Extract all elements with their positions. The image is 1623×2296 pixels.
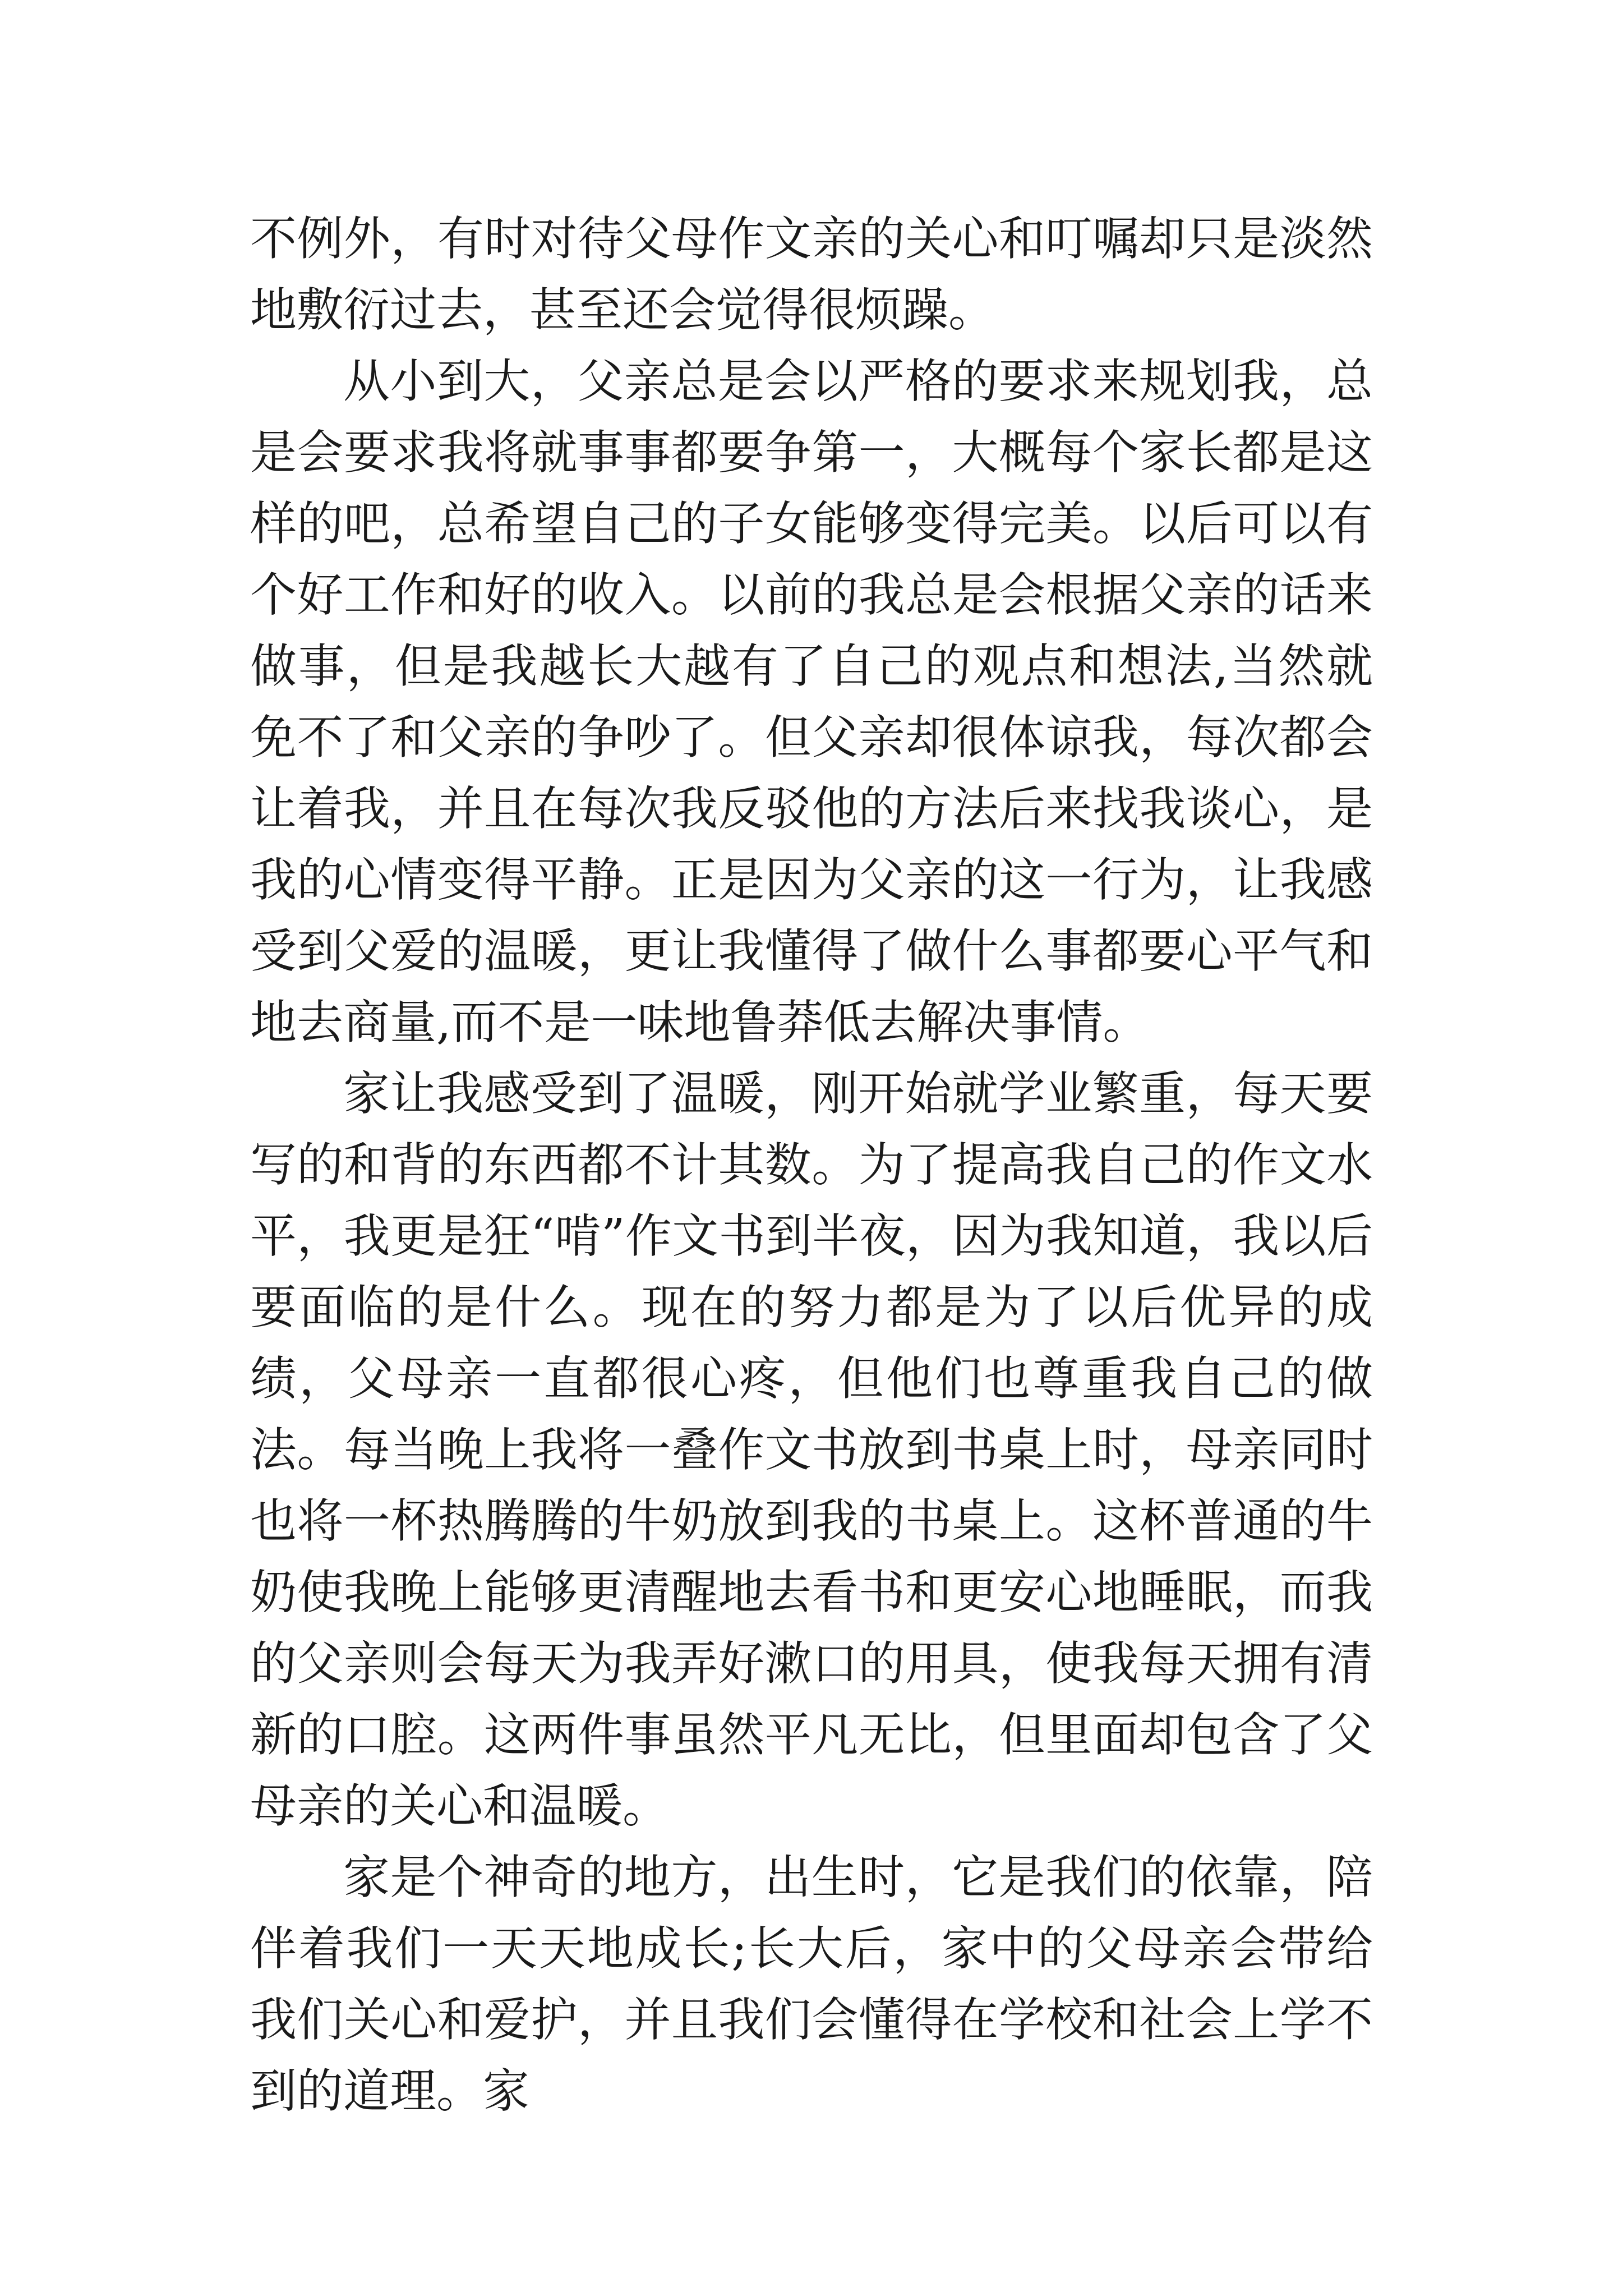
paragraph-home: 家是个神奇的地方，出生时，它是我们的依靠，陪伴着我们一天天地成长;长大后，家中的父母亲会带给我们关心和爱护，并且我们会懂得在学校和社会上学不到的道理。家 (250, 1850, 1373, 2118)
paragraph-father: 从小到大，父亲总是会以严格的要求来规划我，总是会要求我将就事事都要争第一，大概每个家长都是这样的吧，总希望自己的子女能够变得完美。以后可以有个好工作和好的收入。以前的我总是会根据父亲的话来做事，但是我越长大越有了自己的观点和想法,当然就免不了和父亲的争吵了。但父亲却很体谅我，每次都会让着我，并且在每次我反驳他的方法后来找我谈心，是我的心情变得平静。正是因为父亲的这一行为，让我感受到父爱的温暖，更让我懂得了做什么事都要心平气和地去商量,而不是一味地鲁莽低去解决事情。 (250, 354, 1373, 1050)
paragraph-continuation: 不例外，有时对待父母作文亲的关心和叮嘱却只是淡然地敷衍过去，甚至还会觉得很烦躁。 (250, 211, 1373, 337)
body-text (250, 203, 1373, 2127)
paragraph-warmth: 家让我感受到了温暖，刚开始就学业繁重，每天要写的和背的东西都不计其数。为了提高我自己的作文水平，我更是狂“啃”作文书到半夜，因为我知道，我以后要面临的是什么。现在的努力都是为了以后优异的成绩，父母亲一直都很心疼，但他们也尊重我自己的做法。每当晚上我将一叠作文书放到书桌上时，母亲同时也将一杯热腾腾的牛奶放到我的书桌上。这杯普通的牛奶使我晚上能够更清醒地去看书和更安心地睡眠，而我的父亲则会每天为我弄好漱口的用具，使我每天拥有清新的口腔。这两件事虽然平凡无比，但里面却包含了父母亲的关心和温暖。 (250, 1066, 1373, 1833)
